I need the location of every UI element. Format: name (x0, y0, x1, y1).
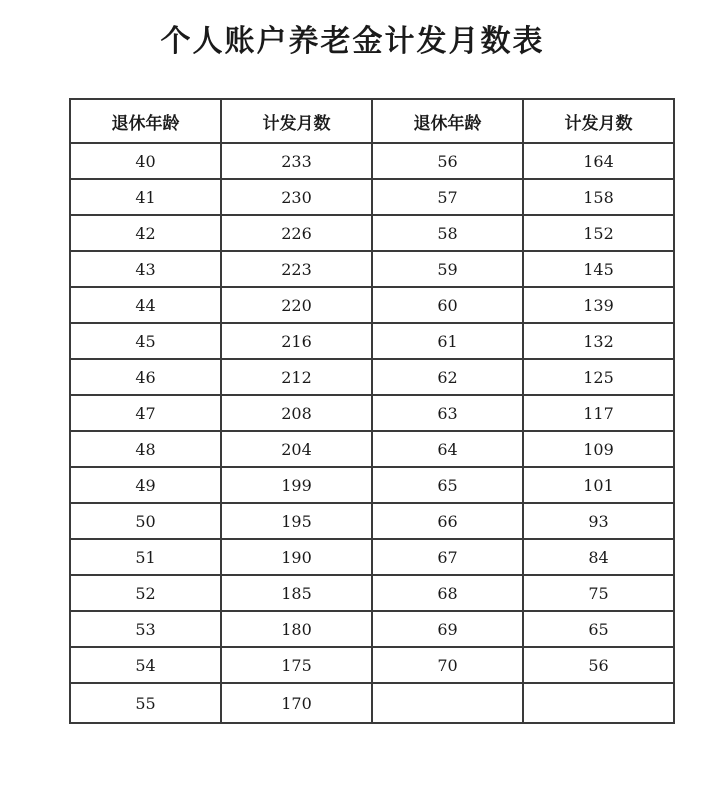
retirement-age-cell: 58 (372, 215, 523, 251)
retirement-age-cell: 57 (372, 179, 523, 215)
retirement-age-cell: 67 (372, 539, 523, 575)
header-payout-months: 计发月数 (221, 99, 372, 143)
table-row (70, 431, 674, 467)
table-row (70, 395, 674, 431)
header-payout-months: 计发月数 (523, 99, 674, 143)
payout-months-cell: 93 (523, 503, 674, 539)
payout-months-cell: 185 (221, 575, 372, 611)
payout-months-cell: 84 (523, 539, 674, 575)
payout-months-cell: 125 (523, 359, 674, 395)
retirement-age-cell: 44 (70, 287, 221, 323)
table-row (70, 287, 674, 323)
payout-months-cell: 152 (523, 215, 674, 251)
payout-months-cell: 190 (221, 539, 372, 575)
payout-months-cell: 164 (523, 143, 674, 179)
retirement-age-cell: 69 (372, 611, 523, 647)
page-title: 个人账户养老金计发月数表 (160, 24, 545, 59)
retirement-age-cell: 53 (70, 611, 221, 647)
payout-months-cell: 56 (523, 647, 674, 683)
payout-months-cell: 195 (221, 503, 372, 539)
table-row (70, 503, 674, 539)
retirement-age-cell: 43 (70, 251, 221, 287)
table-body (70, 143, 674, 723)
table-row (70, 179, 674, 215)
header-row (70, 99, 674, 143)
payout-months-cell: 199 (221, 467, 372, 503)
retirement-age-cell: 46 (70, 359, 221, 395)
retirement-age-cell: 68 (372, 575, 523, 611)
retirement-age-cell: 56 (372, 143, 523, 179)
payout-months-cell: 175 (221, 647, 372, 683)
table-row (70, 683, 674, 723)
payout-months-cell: 75 (523, 575, 674, 611)
payout-months-cell: 139 (523, 287, 674, 323)
header-retirement-age: 退休年龄 (372, 99, 523, 143)
header-retirement-age: 退休年龄 (70, 99, 221, 143)
payout-months-cell: 101 (523, 467, 674, 503)
payout-months-cell: 65 (523, 611, 674, 647)
retirement-age-cell: 59 (372, 251, 523, 287)
payout-months-cell: 208 (221, 395, 372, 431)
pension-months-table (69, 98, 675, 724)
payout-months-cell: 223 (221, 251, 372, 287)
retirement-age-cell: 66 (372, 503, 523, 539)
table-row (70, 215, 674, 251)
table-row (70, 323, 674, 359)
table-row (70, 251, 674, 287)
payout-months-cell: 226 (221, 215, 372, 251)
retirement-age-cell: 50 (70, 503, 221, 539)
table-row (70, 359, 674, 395)
retirement-age-cell (372, 683, 523, 723)
payout-months-cell: 170 (221, 683, 372, 723)
payout-months-cell: 180 (221, 611, 372, 647)
table-row (70, 647, 674, 683)
retirement-age-cell: 64 (372, 431, 523, 467)
payout-months-cell: 216 (221, 323, 372, 359)
retirement-age-cell: 54 (70, 647, 221, 683)
table-row (70, 467, 674, 503)
payout-months-cell: 158 (523, 179, 674, 215)
table-row (70, 539, 674, 575)
retirement-age-cell: 51 (70, 539, 221, 575)
retirement-age-cell: 42 (70, 215, 221, 251)
retirement-age-cell: 52 (70, 575, 221, 611)
payout-months-cell: 233 (221, 143, 372, 179)
retirement-age-cell: 47 (70, 395, 221, 431)
retirement-age-cell: 65 (372, 467, 523, 503)
payout-months-cell: 204 (221, 431, 372, 467)
retirement-age-cell: 70 (372, 647, 523, 683)
retirement-age-cell: 49 (70, 467, 221, 503)
retirement-age-cell: 45 (70, 323, 221, 359)
payout-months-cell: 220 (221, 287, 372, 323)
payout-months-cell: 145 (523, 251, 674, 287)
retirement-age-cell: 60 (372, 287, 523, 323)
retirement-age-cell: 62 (372, 359, 523, 395)
retirement-age-cell: 41 (70, 179, 221, 215)
payout-months-cell: 132 (523, 323, 674, 359)
retirement-age-cell: 61 (372, 323, 523, 359)
payout-months-cell: 117 (523, 395, 674, 431)
table-row (70, 143, 674, 179)
payout-months-cell: 212 (221, 359, 372, 395)
retirement-age-cell: 63 (372, 395, 523, 431)
payout-months-cell: 109 (523, 431, 674, 467)
retirement-age-cell: 55 (70, 683, 221, 723)
payout-months-cell (523, 683, 674, 723)
table-row (70, 575, 674, 611)
retirement-age-cell: 48 (70, 431, 221, 467)
payout-months-cell: 230 (221, 179, 372, 215)
retirement-age-cell: 40 (70, 143, 221, 179)
table-row (70, 611, 674, 647)
